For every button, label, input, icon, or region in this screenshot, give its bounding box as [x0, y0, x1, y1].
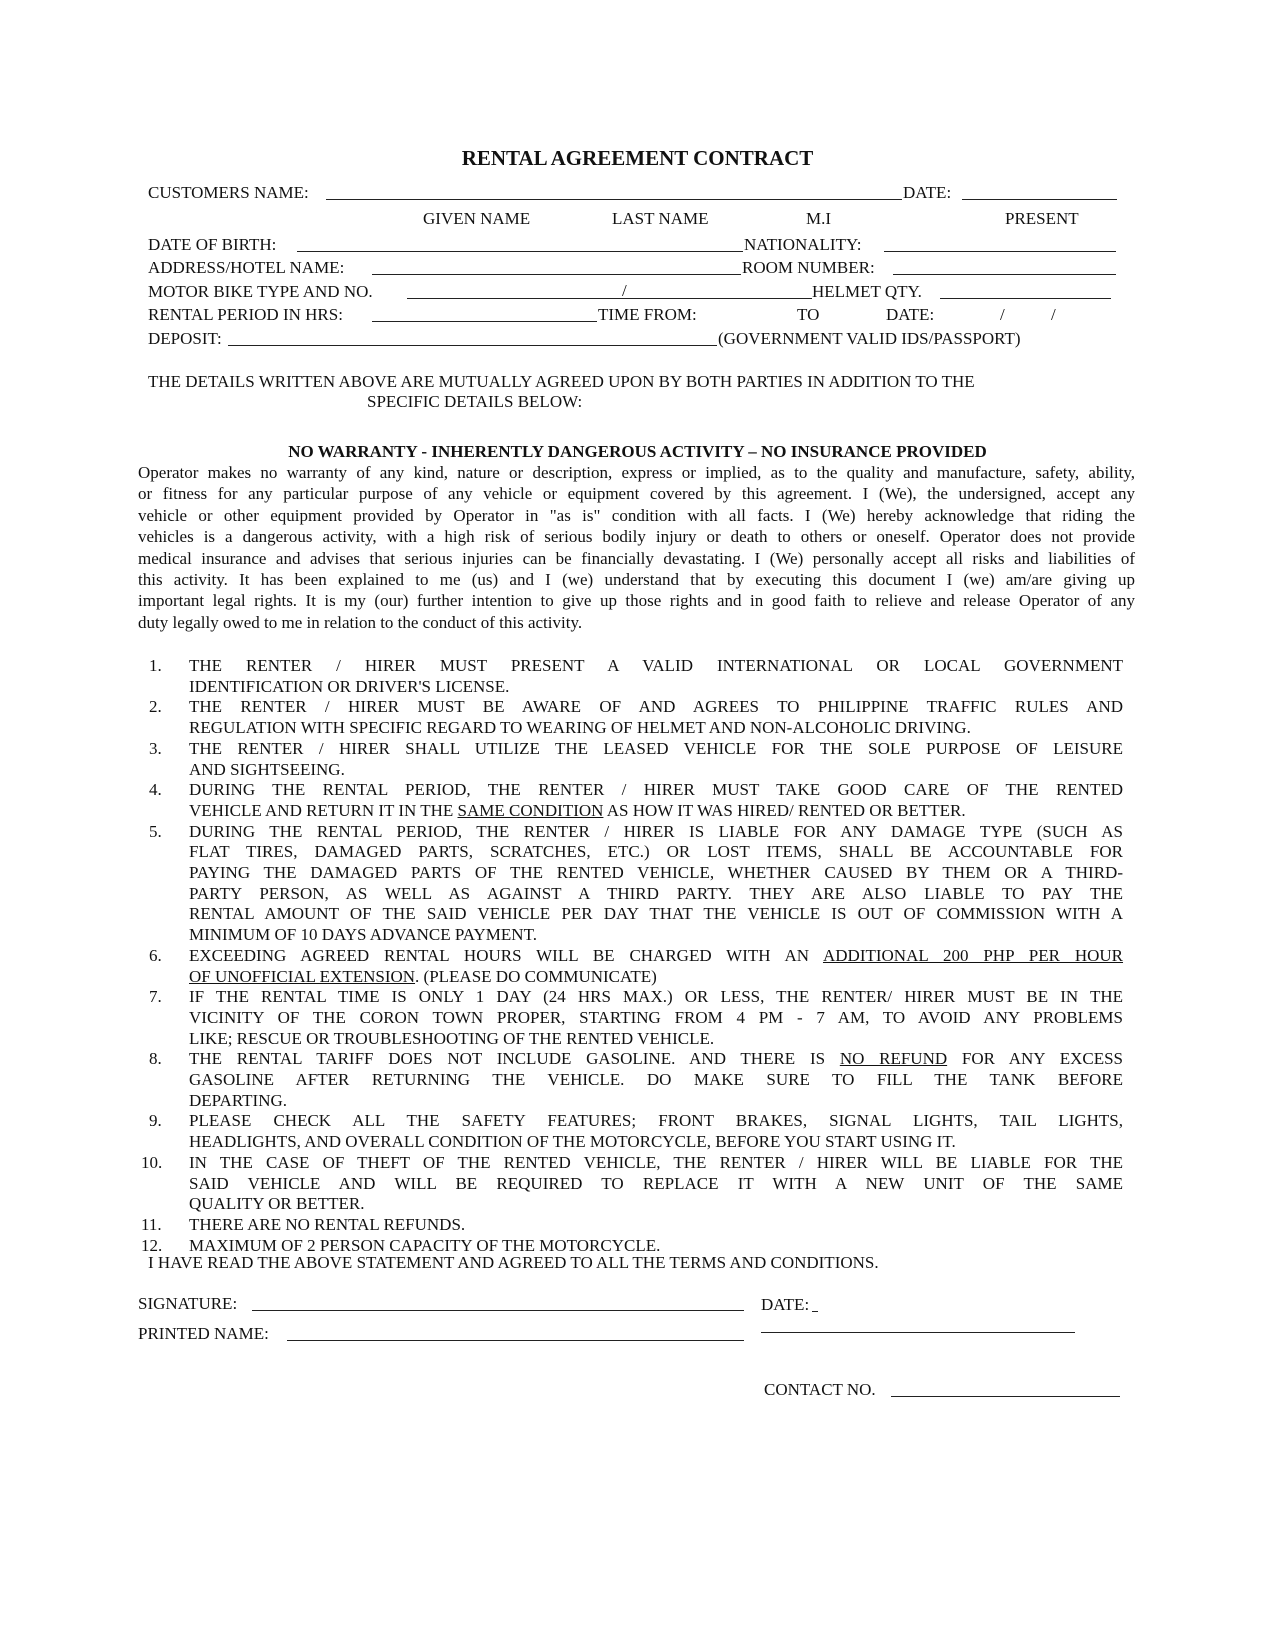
term-text-line [189, 967, 1123, 988]
term-text-line: DURING THE RENTAL PERIOD, THE RENTER / HIRER MUST TAKE GOOD CARE OF THE RENTED [189, 780, 1123, 800]
to-label: TO [797, 305, 820, 324]
rental-period-label: RENTAL PERIOD IN HRS: [148, 305, 343, 324]
term-text-segment: AS HOW IT WAS HIRED/ RENTED OR BETTER. [603, 800, 966, 820]
term-number: 7. [149, 987, 162, 1007]
rental-date-separator-1: / [1000, 305, 1005, 324]
term-item [138, 1153, 1123, 1215]
term-text-line: THERE ARE NO RENTAL REFUNDS. [189, 1214, 466, 1234]
room-number-label: ROOM NUMBER: [742, 258, 875, 277]
term-item [138, 1215, 1123, 1236]
contact-number-label: CONTACT NO. [764, 1380, 876, 1399]
rental-period-field[interactable] [372, 321, 597, 322]
warranty-line: vehicles is a dangerous activity, with a high risk of serious bodily injury or death to others or oneself. Operator does not provide [138, 527, 1135, 547]
last-name-sublabel: LAST NAME [612, 209, 709, 228]
term-number: 5. [149, 821, 162, 841]
mi-sublabel: M.I [806, 209, 832, 228]
date-label: DATE: [903, 183, 952, 202]
term-item [138, 822, 1123, 946]
acknowledgement-statement: I HAVE READ THE ABOVE STATEMENT AND AGREED TO ALL THE TERMS AND CONDITIONS. [148, 1253, 879, 1272]
given-name-sublabel: GIVEN NAME [423, 209, 531, 228]
time-from-label: TIME FROM: [598, 305, 697, 324]
signature-label: SIGNATURE: [138, 1294, 238, 1313]
date-field[interactable] [962, 199, 1117, 200]
term-text-line: FLAT TIRES, DAMAGED PARTS, SCRATCHES, ETC.) OR LOST ITEMS, SHALL BE ACCOUNTABLE FOR [189, 842, 1123, 862]
warranty-line: or fitness for any particular purpose of any vehicle or equipment covered by this agreement. I (We), the undersigned, accept any [138, 484, 1135, 504]
term-text-line [189, 1049, 1123, 1070]
document-title: RENTAL AGREEMENT CONTRACT [461, 146, 814, 170]
term-number: 3. [149, 738, 162, 758]
warranty-line: this activity. It has been explained to me (us) and I (we) understand that by executing this document I (we) am/are giving up [138, 570, 1135, 590]
term-number: 2. [149, 697, 162, 717]
term-text-segment: FOR ANY EXCESS [947, 1049, 1123, 1069]
warranty-heading: NO WARRANTY - INHERENTLY DANGEROUS ACTIVITY – NO INSURANCE PROVIDED [288, 442, 987, 461]
term-text-line: SAID VEHICLE AND WILL BE REQUIRED TO REPLACE IT WITH A NEW UNIT OF THE SAME [189, 1173, 1123, 1193]
term-text-line [189, 801, 1123, 822]
motorbike-slash: / [622, 281, 627, 300]
deposit-field[interactable] [228, 345, 717, 346]
term-text-line: THE RENTER / HIRER MUST BE AWARE OF AND AGREES TO PHILIPPINE TRAFFIC RULES AND [189, 697, 1123, 717]
term-number: 1. [149, 656, 162, 675]
present-sublabel: PRESENT [1005, 209, 1079, 228]
additional-charge-underlined: ADDITIONAL 200 PHP PER HOUR [822, 945, 1124, 965]
term-text-line: REGULATION WITH SPECIFIC REGARD TO WEARING OF HELMET AND NON-ALCOHOLIC DRIVING. [189, 718, 971, 738]
term-text-line: VICINITY OF THE CORON TOWN PROPER, STARTING FROM 4 PM - 7 AM, TO AVOID ANY PROBLEMS [189, 1007, 1123, 1027]
term-item [138, 697, 1123, 738]
term-item [138, 987, 1123, 1049]
agreement-statement-line2: SPECIFIC DETAILS BELOW: [367, 392, 583, 411]
nationality-label: NATIONALITY: [744, 235, 862, 254]
helmet-qty-label: HELMET QTY. [812, 282, 922, 301]
no-refund-underlined: NO REFUND [839, 1049, 948, 1069]
term-number: 10. [141, 1152, 163, 1172]
term-item [138, 780, 1123, 821]
term-number: 4. [149, 780, 162, 800]
terms-list [138, 656, 1123, 1256]
term-item [138, 656, 1123, 697]
same-condition-underlined: SAME CONDITION [457, 800, 604, 820]
motorbike-field[interactable] [407, 298, 812, 299]
term-text-line: AND SIGHTSEEING. [189, 759, 345, 779]
term-text-line [189, 946, 1123, 967]
signature-date-label: DATE: [761, 1295, 810, 1314]
warranty-line: important legal rights. It is my (our) further intention to give up those rights and in good faith to relieve and release Operator of any [138, 591, 1135, 611]
warranty-line: duty legally owed to me in relation to the conduct of this activity. [138, 612, 583, 632]
address-field[interactable] [372, 274, 741, 275]
term-text-segment: . (PLEASE DO COMMUNICATE) [415, 966, 657, 986]
rental-date-label: DATE: [886, 305, 935, 324]
term-text-line: IF THE RENTAL TIME IS ONLY 1 DAY (24 HRS MAX.) OR LESS, THE RENTER/ HIRER MUST BE IN THE [189, 987, 1123, 1007]
term-text-segment: THE RENTAL TARIFF DOES NOT INCLUDE GASOLINE. AND THERE IS [189, 1049, 840, 1069]
room-number-field[interactable] [893, 274, 1116, 275]
printed-name-label: PRINTED NAME: [138, 1324, 269, 1343]
warranty-line: vehicle or other equipment provided by Operator in "as is" condition with all facts. I (We) hereby acknowledge that riding the [138, 505, 1135, 525]
printed-name-field[interactable] [287, 1340, 744, 1341]
term-text-segment: EXCEEDING AGREED RENTAL HOURS WILL BE CHARGED WITH AN [189, 945, 823, 965]
agreement-statement-line1: THE DETAILS WRITTEN ABOVE ARE MUTUALLY AGREED UPON BY BOTH PARTIES IN ADDITION TO THE [148, 372, 975, 391]
term-text-line: HEADLIGHTS, AND OVERALL CONDITION OF THE MOTORCYCLE, BEFORE YOU START USING IT. [189, 1132, 956, 1152]
term-number: 11. [141, 1214, 162, 1234]
term-text-line: QUALITY OR BETTER. [189, 1194, 365, 1214]
term-text-line: PLEASE CHECK ALL THE SAFETY FEATURES; FRONT BRAKES, SIGNAL LIGHTS, TAIL LIGHTS, [189, 1111, 1123, 1131]
term-text-line: PARTY PERSON, AS WELL AS AGAINST A THIRD PARTY. THEY ARE ALSO LIABLE TO PAY THE [189, 883, 1123, 903]
unofficial-extension-underlined: OF UNOFFICIAL EXTENSION [189, 966, 416, 986]
nationality-field[interactable] [884, 251, 1116, 252]
term-text-line: RENTAL AMOUNT OF THE SAID VEHICLE PER DAY THAT THE VEHICLE IS OUT OF COMMISSION WITH A [189, 904, 1123, 924]
term-number: 9. [149, 1111, 162, 1131]
warranty-line: Operator makes no warranty of any kind, nature or description, express or implied, as to the quality and manufacture, safety, ability, [138, 463, 1135, 482]
term-item [138, 739, 1123, 780]
term-number: 6. [149, 945, 162, 965]
rental-date-separator-2: / [1051, 305, 1056, 324]
address-label: ADDRESS/HOTEL NAME: [148, 258, 345, 277]
term-text-line: THE RENTER / HIRER MUST PRESENT A VALID INTERNATIONAL OR LOCAL GOVERNMENT [189, 656, 1123, 675]
term-text-segment: VEHICLE AND RETURN IT IN THE [189, 800, 458, 820]
signature-field[interactable] [252, 1310, 744, 1311]
term-text-line: MINIMUM OF 10 DAYS ADVANCE PAYMENT. [189, 925, 537, 945]
term-number: 12. [141, 1235, 163, 1255]
term-text-line: LIKE; RESCUE OR TROUBLESHOOTING OF THE RENTED VEHICLE. [189, 1028, 715, 1048]
term-text-line: GASOLINE AFTER RETURNING THE VEHICLE. DO MAKE SURE TO FILL THE TANK BEFORE [189, 1070, 1123, 1090]
dob-field[interactable] [297, 251, 743, 252]
deposit-label: DEPOSIT: [148, 329, 222, 348]
term-text-line: IDENTIFICATION OR DRIVER'S LICENSE. [189, 676, 510, 696]
term-text-line: MAXIMUM OF 2 PERSON CAPACITY OF THE MOTORCYCLE. [189, 1235, 661, 1255]
warranty-paragraph [138, 462, 1135, 633]
term-item [138, 1049, 1123, 1111]
term-item [138, 946, 1123, 987]
warranty-line: medical insurance and advises that serious injuries can be financially devastating. I (We) personally accept all risks and liabilities of [138, 548, 1135, 568]
term-text-line: DEPARTING. [189, 1090, 287, 1110]
signature-date-stub [812, 1311, 818, 1312]
deposit-note: (GOVERNMENT VALID IDS/PASSPORT) [718, 329, 1021, 348]
motorbike-label: MOTOR BIKE TYPE AND NO. [148, 282, 373, 301]
customers-name-label: CUSTOMERS NAME: [148, 183, 309, 202]
term-item [138, 1111, 1123, 1152]
term-text-line: PAYING THE DAMAGED PARTS OF THE RENTED VEHICLE, WHETHER CAUSED BY THEM OR A THIRD- [189, 863, 1123, 883]
customers-name-field[interactable] [326, 199, 902, 200]
signature-date-field[interactable] [761, 1332, 1075, 1333]
term-number: 8. [149, 1049, 162, 1069]
helmet-qty-field[interactable] [940, 298, 1111, 299]
term-text-line: DURING THE RENTAL PERIOD, THE RENTER / HIRER IS LIABLE FOR ANY DAMAGE TYPE (SUCH AS [189, 821, 1123, 841]
dob-label: DATE OF BIRTH: [148, 235, 277, 254]
term-text-line: THE RENTER / HIRER SHALL UTILIZE THE LEASED VEHICLE FOR THE SOLE PURPOSE OF LEISURE [189, 738, 1123, 758]
contact-number-field[interactable] [891, 1396, 1120, 1397]
term-text-line: IN THE CASE OF THEFT OF THE RENTED VEHICLE, THE RENTER / HIRER WILL BE LIABLE FOR THE [189, 1152, 1123, 1172]
